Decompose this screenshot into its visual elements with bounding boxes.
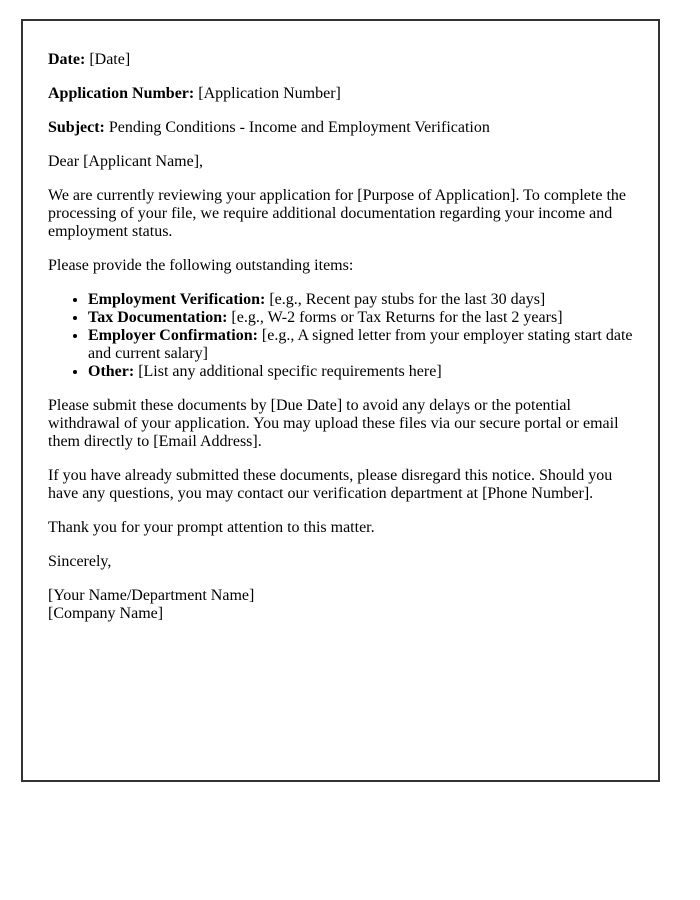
requirements-list [48, 291, 633, 381]
application-number-value: [Application Number] [198, 85, 341, 102]
items-intro-paragraph: Please provide the following outstanding items: [48, 257, 354, 274]
signature-company-line: [Company Name] [48, 605, 164, 622]
submission-paragraph: Please submit these documents by [Due Date] to avoid any delays or the potential withdrawal of your application. You may upload these files via our secure portal or email them directly to [Email Address]. [48, 397, 619, 450]
employer-confirmation-label: Employer Confirmation: [88, 327, 258, 344]
other-value: [List any additional specific requirements here] [138, 363, 442, 380]
other-label: Other: [88, 363, 135, 380]
list-item-tax-documentation [88, 309, 633, 327]
letter-page-border [21, 19, 660, 782]
list-item-employment-verification [88, 291, 633, 309]
list-item-other [88, 363, 633, 381]
employer-confirmation-value: [e.g., A signed letter from your employer stating start date and current salary] [88, 327, 633, 362]
disregard-paragraph: If you have already submitted these documents, please disregard this notice. Should you have any questions, you may contact our verification department at [Phone Number]. [48, 467, 613, 502]
thanks-paragraph: Thank you for your prompt attention to this matter. [48, 519, 375, 536]
application-number-field [48, 85, 633, 103]
employment-verification-value: [e.g., Recent pay stubs for the last 30 days] [269, 291, 546, 308]
subject-label: Subject: [48, 119, 105, 136]
subject-field [48, 119, 633, 137]
list-item-employer-confirmation [88, 327, 633, 363]
date-value: [Date] [89, 51, 131, 68]
letter-body [48, 51, 633, 623]
intro-paragraph: We are currently reviewing your application for [Purpose of Application]. To complete the processing of your file, we require additional documentation regarding your income and employment status. [48, 187, 626, 240]
salutation: Dear [Applicant Name], [48, 153, 204, 170]
closing: Sincerely, [48, 553, 112, 570]
tax-documentation-label: Tax Documentation: [88, 309, 228, 326]
subject-value: Pending Conditions - Income and Employment Verification [108, 119, 490, 136]
signature-block [48, 587, 633, 623]
application-number-label: Application Number: [48, 85, 195, 102]
employment-verification-label: Employment Verification: [88, 291, 266, 308]
date-field [48, 51, 633, 69]
date-label: Date: [48, 51, 86, 68]
signature-name-line: [Your Name/Department Name] [48, 587, 255, 604]
tax-documentation-value: [e.g., W-2 forms or Tax Returns for the last 2 years] [231, 309, 563, 326]
